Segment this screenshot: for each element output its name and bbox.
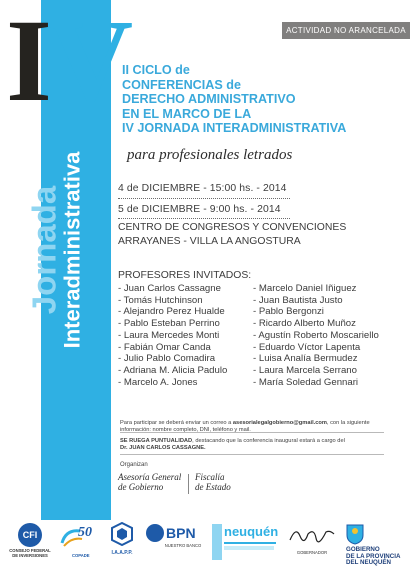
bpn-name: NUESTRO BANCO [164, 543, 202, 548]
date-2: 5 de DICIEMBRE - 9:00 hs. - 2014 [118, 204, 281, 215]
organizer-fiscalia-line-2: de Estado [195, 481, 231, 492]
list-item: - Ricardo Alberto Muñoz [253, 318, 356, 330]
participation-text-end: , con la siguiente información: nombre completo, DNI, teléfono y mail. [120, 420, 370, 434]
list-item: - Marcelo A. Jones [118, 376, 198, 388]
iaapp-shield-icon [102, 522, 142, 546]
cfi-mark-icon: CFI [18, 523, 42, 547]
list-item: - Eduardo Víctor Lapenta [253, 341, 361, 353]
neuquen-tagline-bar [224, 546, 274, 550]
vertical-jornada: Jornada [25, 185, 62, 315]
venue-line-1: CENTRO DE CONGRESOS Y CONVENCIONES [118, 222, 347, 233]
divider [120, 454, 384, 455]
title-line-2: CONFERENCIAS de [122, 77, 241, 92]
event-title [122, 63, 402, 136]
list-item: - Pablo Esteban Perrino [118, 318, 220, 330]
neuquen-underline [224, 542, 276, 544]
vertical-title [0, 120, 111, 380]
governor-label: GOBERNADOR [296, 550, 328, 555]
participation-text: Para participar se deberá enviar un correo a [120, 420, 233, 426]
keynote-speaker: Dr. JUAN CARLOS CASSAGNE. [120, 445, 206, 452]
organizer-fiscalia [195, 473, 231, 492]
organizer-separator [188, 474, 189, 494]
event-subtitle: para profesionales letrados [127, 147, 293, 163]
title-line-4: EN EL MARCO DE LA [122, 106, 252, 121]
title-line-5: IV JORNADA INTERADMINISTRATIVA [122, 121, 347, 135]
punctuality-bold: SE RUEGA PUNTUALIDAD [120, 438, 193, 444]
signature-icon [288, 524, 336, 546]
list-item: - Alejandro Perez Hualde [118, 306, 225, 318]
bpn-circle-icon [146, 524, 164, 542]
copade-name: COPADE [72, 553, 90, 558]
list-item: - Adriana M. Alicia Padulo [118, 364, 228, 376]
organizer-fiscalia-line-1: Fiscalía [195, 472, 225, 482]
neuquen-logo [212, 520, 280, 564]
list-item: - Fabián Omar Canda [118, 341, 211, 353]
venue-line-2: ARRAYANES - VILLA LA ANGOSTURA [118, 236, 301, 247]
list-item: - María Soledad Gennari [253, 376, 359, 388]
contact-email-link[interactable]: asesorialegalgobierno@gmail.com [232, 420, 327, 426]
list-item: - Tomás Hutchinson [118, 294, 203, 306]
punctuality-text: , destacando que la conferencia inaugural estará a cargo del [192, 438, 345, 444]
cfi-logo [6, 523, 54, 558]
numeral-v: V [47, 0, 130, 126]
sponsor-logos [0, 520, 410, 581]
title-line-1: II CICLO de [122, 63, 190, 77]
free-activity-badge: ACTIVIDAD NO ARANCELADA [282, 22, 410, 39]
province-line-3: DEL NEUQUÉN [346, 559, 391, 567]
bpn-mark: BPN [166, 525, 196, 541]
copade-50: 50 [78, 525, 92, 540]
punctuality-note [120, 438, 388, 452]
list-item: - Marcelo Daniel Iñiguez [253, 283, 357, 294]
organizers-label: Organizan [120, 462, 148, 468]
list-item: - Juan Carlos Cassagne [118, 283, 221, 294]
organizer-asesoria [118, 473, 181, 492]
neuquen-mark: neuquén [224, 524, 279, 539]
cfi-name: CONSEJO FEDERAL DE INVERSIONES [9, 548, 51, 558]
numeral-i: I [6, 0, 48, 126]
divider [120, 432, 384, 433]
copade-logo [58, 523, 98, 559]
list-item: - Laura Marcela Serrano [253, 364, 357, 376]
vertical-interadministrativa: Interadministrativa [59, 151, 84, 349]
province-name [346, 547, 410, 567]
professors-list-right [253, 283, 379, 388]
professors-heading: PROFESORES INVITADOS: [118, 270, 252, 281]
date-divider-2 [118, 218, 290, 219]
list-item: - Luisa Analía Bermudez [253, 353, 358, 365]
list-item: - Pablo Bergonzi [253, 306, 324, 318]
title-line-3: DERECHO ADMINISTRATIVO [122, 92, 296, 106]
organizer-asesoria-line-2: de Gobierno [118, 481, 164, 492]
organizer-asesoria-line-1: Asesoría General [118, 472, 182, 482]
province-line-1: GOBIERNO [346, 546, 380, 553]
date-divider-1 [118, 198, 290, 199]
list-item: - Juan Bautista Justo [253, 294, 343, 306]
professors-list-left [118, 283, 227, 388]
neuquen-bar-icon [212, 524, 222, 560]
iaapp-name: I.A.A.P.P. [111, 550, 133, 556]
list-item: - Agustín Roberto Moscariello [253, 329, 379, 341]
province-shield-icon [346, 523, 364, 545]
list-item: - Julio Pablo Comadira [118, 353, 216, 365]
governor-signature [288, 524, 336, 556]
iaapp-logo [102, 522, 142, 556]
province-line-2: DE LA PROVINCIA [346, 552, 401, 560]
date-1: 4 de DICIEMBRE - 15:00 hs. - 2014 [118, 183, 287, 194]
list-item: - Laura Mercedes Monti [118, 329, 220, 341]
